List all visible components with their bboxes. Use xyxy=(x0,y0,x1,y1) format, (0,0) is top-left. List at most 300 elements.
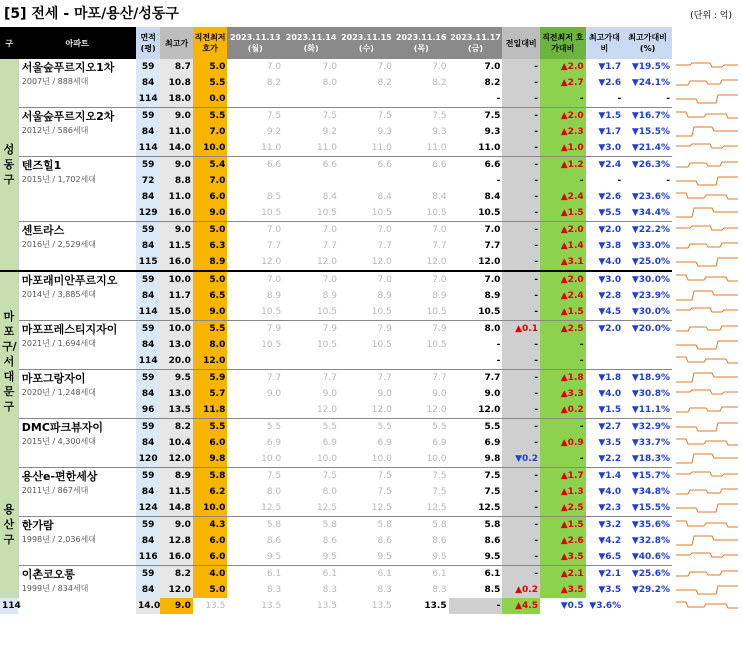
vs-low-cell: ▲1.3 xyxy=(540,484,586,500)
price-day-1: 6.9 xyxy=(266,438,282,448)
day-change-cell: - xyxy=(502,353,540,370)
day-change-cell: - xyxy=(502,549,540,566)
price-day-5: 7.5 xyxy=(484,487,501,497)
table-row xyxy=(0,271,672,288)
apartment-cell xyxy=(18,108,136,157)
price-sparkline xyxy=(676,124,738,140)
district-label: 용 산 구 xyxy=(0,451,18,598)
price-day-1: 10.5 xyxy=(261,340,282,350)
apartment-meta: 2007년 / 888세대 xyxy=(21,77,89,86)
vs-low-cell: ▲1.4 xyxy=(540,238,586,254)
vs-low-cell: ▲2.1 xyxy=(540,566,586,583)
sparkline-path xyxy=(676,291,738,300)
vs-max-cell: ▼3.5 xyxy=(598,438,622,448)
day-change-cell: - xyxy=(502,288,540,304)
price-day-4: 12.5 xyxy=(426,503,447,513)
sparkline-path xyxy=(676,80,738,85)
price-day-4: 7.0 xyxy=(394,271,449,288)
price-day-2: 12.0 xyxy=(316,405,337,415)
vs-max-pct-cell: ▼25.6% xyxy=(623,566,672,583)
price-sparkline xyxy=(676,321,738,337)
vs-max-pct-cell: ▼34.4% xyxy=(631,208,670,218)
price-day-4 xyxy=(394,91,449,108)
area-cell: 59 xyxy=(136,157,160,174)
day-change-cell: - xyxy=(502,402,540,419)
sparkline-path xyxy=(676,602,738,608)
vs-low-cell: - xyxy=(540,173,586,189)
vs-low-cell: - xyxy=(540,419,586,436)
price-day-5: 9.8 xyxy=(484,454,501,464)
max-price-cell: 10.8 xyxy=(160,75,192,91)
price-day-3: 7.7 xyxy=(377,241,392,251)
price-day-4: 13.5 xyxy=(371,601,392,611)
prev-low-cell: 0.0 xyxy=(193,91,228,108)
price-day-3: 9.3 xyxy=(377,127,392,137)
price-sparkline xyxy=(676,402,738,418)
apartment-cell xyxy=(18,566,136,615)
price-day-3: 8.3 xyxy=(377,585,392,595)
price-sparkline xyxy=(676,598,738,614)
vs-low-cell: ▲3.5 xyxy=(540,582,586,598)
sparkline-path xyxy=(676,504,738,512)
vs-low-cell: ▲4.5 xyxy=(502,598,540,614)
day-change-cell: - xyxy=(502,337,540,353)
vs-max-pct-cell: ▼33.0% xyxy=(631,241,670,251)
vs-max-pct-cell: ▼19.5% xyxy=(631,62,670,72)
price-day-2: 8.0 xyxy=(322,487,337,497)
vs-max-cell: ▼6.5 xyxy=(598,552,622,562)
max-price-cell: 13.0 xyxy=(160,337,192,353)
apartment-name: 서울숲푸르지오1차 xyxy=(21,61,115,74)
price-sparkline xyxy=(676,157,738,173)
price-day-4 xyxy=(394,353,449,370)
max-price-cell: 11.5 xyxy=(160,238,192,254)
area-cell: 84 xyxy=(136,288,160,304)
price-day-3: 8.4 xyxy=(377,192,392,202)
price-day-4: 5.5 xyxy=(394,419,449,436)
vs-max-pct-cell: ▼15.5% xyxy=(631,127,670,137)
price-day-5: 7.7 xyxy=(449,370,503,387)
header-vs-max: 최고가대 비 xyxy=(586,27,624,59)
price-day-3: 7.5 xyxy=(377,487,392,497)
header-area: 면적 (평) xyxy=(136,27,160,59)
day-change-cell: - xyxy=(502,304,540,321)
vs-max-pct-cell: ▼15.7% xyxy=(623,468,672,485)
prev-low-cell: 6.3 xyxy=(193,238,228,254)
price-day-2: 13.5 xyxy=(261,601,282,611)
prev-low-cell: 7.0 xyxy=(193,173,228,189)
vs-max-pct-cell: ▼30.8% xyxy=(631,389,670,399)
prev-low-cell: 5.5 xyxy=(193,321,228,338)
sparkline-path xyxy=(676,226,738,230)
vs-max-pct-cell: ▼32.8% xyxy=(631,536,670,546)
day-change-cell: - xyxy=(502,500,540,517)
price-day-2: 12.0 xyxy=(316,257,337,267)
sparkline-path xyxy=(676,112,738,118)
vs-max-cell: ▼2.0 xyxy=(586,321,624,338)
sparkline-path xyxy=(676,162,738,167)
vs-max-pct-cell: ▼30.0% xyxy=(623,271,672,288)
district-label: 마 포 구/ 서 대 문 구 xyxy=(0,271,18,451)
vs-max-cell: ▼2.2 xyxy=(598,454,622,464)
price-day-3: 11.0 xyxy=(371,143,392,153)
price-day-5: 13.5 xyxy=(424,601,447,611)
area-cell: 59 xyxy=(136,419,160,436)
vs-low-cell: ▲2.0 xyxy=(540,271,586,288)
price-day-2: 7.5 xyxy=(283,468,339,485)
vs-max-pct-cell: ▼21.4% xyxy=(631,143,670,153)
price-day-1 xyxy=(227,353,283,370)
price-day-5: 5.8 xyxy=(449,517,503,534)
vs-max-cell: ▼2.3 xyxy=(598,503,622,513)
vs-max-cell: ▼3.0 xyxy=(586,271,624,288)
area-cell: 59 xyxy=(136,271,160,288)
vs-max-cell: ▼2.7 xyxy=(586,419,624,436)
day-change-cell: - xyxy=(502,533,540,549)
area-cell: 114 xyxy=(0,598,18,614)
vs-max-pct-cell: ▼3.6% xyxy=(589,601,622,611)
price-day-5: 8.4 xyxy=(484,192,501,202)
sparkline-path xyxy=(676,341,738,349)
price-day-1: 9.0 xyxy=(266,389,282,399)
max-price-cell: 14.0 xyxy=(160,140,192,157)
vs-max-pct-cell: ▼35.6% xyxy=(623,517,672,534)
price-day-3: 10.0 xyxy=(371,454,392,464)
price-day-5: 7.0 xyxy=(449,222,503,239)
max-price-cell: 16.0 xyxy=(160,549,192,566)
table-row xyxy=(0,370,672,387)
header-prev-low: 직전최저 호가 xyxy=(193,27,228,59)
max-price-cell: 9.5 xyxy=(160,370,192,387)
price-day-3: 8.9 xyxy=(377,291,392,301)
price-day-3 xyxy=(339,173,394,189)
vs-max-pct-cell: ▼16.7% xyxy=(623,108,672,125)
price-day-2: 7.5 xyxy=(283,108,339,125)
vs-low-cell: ▲2.5 xyxy=(540,321,586,338)
day-change-cell: ▲0.1 xyxy=(502,321,540,338)
apartment-name: 텐즈힐1 xyxy=(21,159,62,172)
price-day-4: 9.0 xyxy=(432,389,447,399)
vs-max-pct-cell: ▼20.0% xyxy=(623,321,672,338)
sparkline-path xyxy=(676,521,738,527)
price-day-2: 10.5 xyxy=(316,307,337,317)
vs-low-cell: ▲2.5 xyxy=(540,500,586,517)
price-day-5: 7.7 xyxy=(484,241,501,251)
price-day-3: 6.9 xyxy=(377,438,392,448)
prev-low-cell: 6.0 xyxy=(193,533,228,549)
prev-low-cell: 5.7 xyxy=(193,386,228,402)
max-price-cell: 13.5 xyxy=(160,402,192,419)
price-day-4: 8.6 xyxy=(432,536,447,546)
price-sparkline xyxy=(676,370,738,386)
vs-max-cell: ▼5.5 xyxy=(598,208,622,218)
price-day-5: 11.0 xyxy=(478,143,501,153)
price-day-3: 7.0 xyxy=(339,271,394,288)
area-cell: 59 xyxy=(136,370,160,387)
header-day-change: 전일대비 xyxy=(502,27,540,59)
vs-max-pct-cell: ▼32.9% xyxy=(623,419,672,436)
area-cell: 59 xyxy=(136,108,160,125)
sparkline-path xyxy=(676,357,738,363)
vs-low-cell: ▲1.8 xyxy=(540,370,586,387)
sparkline-path xyxy=(676,439,738,445)
vs-low-cell: ▲0.9 xyxy=(540,435,586,451)
day-change-cell: - xyxy=(502,271,540,288)
price-day-1: 8.2 xyxy=(266,78,282,88)
price-day-2 xyxy=(283,353,339,370)
area-cell: 84 xyxy=(136,124,160,140)
price-day-2: 6.6 xyxy=(283,157,339,174)
price-day-3 xyxy=(339,353,394,370)
max-price-cell: 9.0 xyxy=(160,157,192,174)
price-day-1 xyxy=(227,91,283,108)
price-day-1: 6.1 xyxy=(227,566,283,583)
price-day-2: 11.0 xyxy=(316,143,337,153)
area-cell: 115 xyxy=(136,254,160,271)
max-price-cell: 14.0 xyxy=(136,598,160,614)
price-sparkline xyxy=(676,173,738,189)
vs-low-cell: ▲2.7 xyxy=(540,75,586,91)
area-cell: 72 xyxy=(136,173,160,189)
price-day-5: 5.5 xyxy=(449,419,503,436)
price-day-4: 10.5 xyxy=(426,340,447,350)
price-day-2: 12.5 xyxy=(316,503,337,513)
price-day-2: 7.9 xyxy=(283,321,339,338)
price-day-1: 7.0 xyxy=(266,62,282,72)
prev-low-cell: 5.5 xyxy=(193,75,228,91)
price-day-3: 12.0 xyxy=(371,405,392,415)
day-change-cell: - xyxy=(502,419,540,436)
price-day-2: 5.5 xyxy=(283,419,339,436)
area-cell: 114 xyxy=(136,304,160,321)
price-day-1: 10.5 xyxy=(261,208,282,218)
prev-low-cell: 4.0 xyxy=(193,566,228,583)
price-day-3: 8.6 xyxy=(377,536,392,546)
apartment-name: 마포프레스티지자이 xyxy=(21,323,118,336)
area-cell: 84 xyxy=(136,582,160,598)
price-day-1: 7.5 xyxy=(227,468,283,485)
price-day-1: 5.8 xyxy=(227,517,283,534)
max-price-cell: 11.5 xyxy=(160,484,192,500)
max-price-cell: 18.0 xyxy=(160,91,192,108)
price-day-5: 10.5 xyxy=(478,208,501,218)
vs-low-cell: ▲1.0 xyxy=(540,140,586,157)
price-day-5: - xyxy=(496,356,501,366)
vs-max-cell: ▼0.5 xyxy=(560,601,584,611)
max-price-cell: 10.4 xyxy=(160,435,192,451)
prev-low-cell: 12.0 xyxy=(193,353,228,370)
vs-max-pct-cell: - xyxy=(666,176,670,186)
price-sparkline xyxy=(676,189,738,205)
price-day-4: 5.8 xyxy=(394,517,449,534)
price-day-1 xyxy=(227,402,283,419)
prev-low-cell: 5.5 xyxy=(193,419,228,436)
sparkline-path xyxy=(676,553,738,557)
area-cell: 129 xyxy=(136,205,160,222)
vs-max-cell: ▼1.8 xyxy=(586,370,624,387)
sparkline-path xyxy=(676,407,738,412)
vs-low-cell: ▲1.5 xyxy=(540,517,586,534)
header-date-2: 2023.11.14 (화) xyxy=(283,27,339,59)
price-day-4: 7.5 xyxy=(432,487,447,497)
prev-low-cell: 5.0 xyxy=(193,582,228,598)
header-vs-max-pct: 최고가대비 (%) xyxy=(623,27,672,59)
price-day-1: 9.2 xyxy=(266,127,282,137)
day-change-cell: - xyxy=(502,370,540,387)
price-sparkline xyxy=(676,468,738,484)
area-cell: 84 xyxy=(136,435,160,451)
day-change-cell: - xyxy=(502,108,540,125)
price-day-2: 8.4 xyxy=(322,192,337,202)
max-price-cell: 10.0 xyxy=(160,271,192,288)
day-change-cell: - xyxy=(502,517,540,534)
apartment-name: DMC파크뷰자이 xyxy=(21,421,104,434)
vs-max-pct-cell: - xyxy=(666,94,670,104)
price-day-1: 11.0 xyxy=(261,143,282,153)
sparkline-path xyxy=(676,193,738,199)
vs-max-pct-cell: ▼18.3% xyxy=(631,454,670,464)
day-change-cell: - xyxy=(502,205,540,222)
header-vs-low: 직전최저 호가대비 xyxy=(540,27,586,59)
vs-max-pct-cell: ▼15.5% xyxy=(631,503,670,513)
price-day-5: 12.5 xyxy=(478,503,501,513)
apartment-meta: 1999년 / 834세대 xyxy=(21,584,89,593)
max-price-cell: 16.0 xyxy=(160,254,192,271)
price-day-5: 8.5 xyxy=(484,585,501,595)
max-price-cell: 12.0 xyxy=(160,582,192,598)
price-sparkline xyxy=(676,59,738,75)
price-day-3: 7.0 xyxy=(339,222,394,239)
price-day-4: 8.9 xyxy=(432,291,447,301)
prev-low-cell: 9.8 xyxy=(193,451,228,468)
unit-label: (단위 : 억) xyxy=(690,11,732,21)
vs-low-cell: ▲2.0 xyxy=(540,222,586,239)
price-day-4 xyxy=(394,173,449,189)
price-day-2: 9.5 xyxy=(322,552,337,562)
vs-max-cell: ▼1.4 xyxy=(586,468,624,485)
price-day-5: 9.5 xyxy=(484,552,501,562)
price-day-2: 8.6 xyxy=(322,536,337,546)
sparkline-path xyxy=(676,243,738,248)
day-change-cell: - xyxy=(502,238,540,254)
vs-low-cell: - xyxy=(540,451,586,468)
price-day-1: 7.0 xyxy=(227,222,283,239)
prev-low-cell: 11.8 xyxy=(193,402,228,419)
price-day-3: 10.5 xyxy=(371,340,392,350)
price-day-3: 7.0 xyxy=(377,62,392,72)
apartment-cell xyxy=(18,419,136,468)
price-sparkline xyxy=(676,549,738,565)
vs-max-pct-cell: ▼25.0% xyxy=(631,257,670,267)
area-cell: 59 xyxy=(136,321,160,338)
prev-low-cell: 9.0 xyxy=(193,205,228,222)
price-day-1: 7.7 xyxy=(227,370,283,387)
prev-low-cell: 6.0 xyxy=(193,435,228,451)
price-day-4: 8.4 xyxy=(432,192,447,202)
sparkline-path xyxy=(676,326,738,331)
price-day-5: 9.3 xyxy=(484,127,501,137)
vs-max-cell xyxy=(586,353,624,370)
vs-max-pct-cell: ▼22.2% xyxy=(623,222,672,239)
vs-max-cell xyxy=(586,337,624,353)
vs-low-cell: - xyxy=(540,91,586,108)
area-cell: 84 xyxy=(136,533,160,549)
price-sparkline xyxy=(676,254,738,270)
max-price-cell: 8.9 xyxy=(160,468,192,485)
vs-low-cell: ▲2.6 xyxy=(540,533,586,549)
price-day-1: 8.0 xyxy=(266,487,282,497)
prev-low-cell: 9.0 xyxy=(160,598,192,614)
area-cell: 84 xyxy=(136,386,160,402)
sparkline-path xyxy=(676,208,738,217)
apartment-name: 용산e-편한세상 xyxy=(21,470,98,483)
price-day-3: 5.5 xyxy=(339,419,394,436)
vs-max-cell: ▼1.5 xyxy=(586,108,624,125)
apartment-name: 마포그랑자이 xyxy=(21,372,86,385)
price-day-1: 10.0 xyxy=(261,454,282,464)
max-price-cell: 9.0 xyxy=(160,517,192,534)
prev-low-cell: 5.5 xyxy=(193,108,228,125)
price-day-3: 13.5 xyxy=(316,601,337,611)
price-day-4: 6.9 xyxy=(432,438,447,448)
sparkline-path xyxy=(676,390,738,394)
area-cell: 84 xyxy=(136,75,160,91)
vs-max-pct-cell: ▼18.9% xyxy=(623,370,672,387)
max-price-cell: 8.7 xyxy=(160,59,192,75)
price-day-4: 8.3 xyxy=(432,585,447,595)
price-day-1: 5.5 xyxy=(227,419,283,436)
price-day-5: 6.9 xyxy=(484,438,501,448)
prev-low-cell: 6.5 xyxy=(193,288,228,304)
price-day-5: 6.1 xyxy=(449,566,503,583)
vs-max-cell: ▼1.7 xyxy=(598,127,622,137)
price-day-2: 8.9 xyxy=(322,291,337,301)
price-day-5: 12.0 xyxy=(478,405,501,415)
vs-max-cell: ▼4.0 xyxy=(598,389,622,399)
table-row xyxy=(0,566,672,583)
header-date-1: 2023.11.13 (월) xyxy=(227,27,283,59)
vs-max-pct-cell: ▼24.1% xyxy=(631,78,670,88)
sparkline-path xyxy=(676,472,738,476)
vs-max-cell: ▼2.1 xyxy=(586,566,624,583)
price-day-1 xyxy=(227,173,283,189)
day-change-cell: - xyxy=(449,598,503,614)
vs-max-cell: - xyxy=(617,176,622,186)
vs-low-cell: ▲1.5 xyxy=(540,205,586,222)
price-day-3: 12.5 xyxy=(371,503,392,513)
apartment-meta: 2015년 / 4,300세대 xyxy=(21,437,96,446)
price-sparkline xyxy=(676,337,738,353)
price-day-5: 9.0 xyxy=(484,389,501,399)
price-sparkline xyxy=(676,75,738,91)
vs-low-cell: ▲2.4 xyxy=(540,189,586,205)
day-change-cell: - xyxy=(502,124,540,140)
vs-max-pct-cell xyxy=(623,353,672,370)
vs-max-pct-cell: ▼30.0% xyxy=(631,307,670,317)
table-row xyxy=(0,59,672,75)
area-cell: 84 xyxy=(136,337,160,353)
price-sparkline xyxy=(676,582,738,598)
vs-max-cell: ▼3.2 xyxy=(586,517,624,534)
area-cell: 84 xyxy=(136,189,160,205)
price-sparkline xyxy=(676,288,738,304)
price-day-2: 9.2 xyxy=(322,127,337,137)
price-sparkline xyxy=(676,386,738,402)
price-sparkline xyxy=(676,517,738,533)
vs-low-cell: - xyxy=(540,353,586,370)
prev-low-cell: 6.2 xyxy=(193,484,228,500)
price-day-3: 7.5 xyxy=(339,468,394,485)
